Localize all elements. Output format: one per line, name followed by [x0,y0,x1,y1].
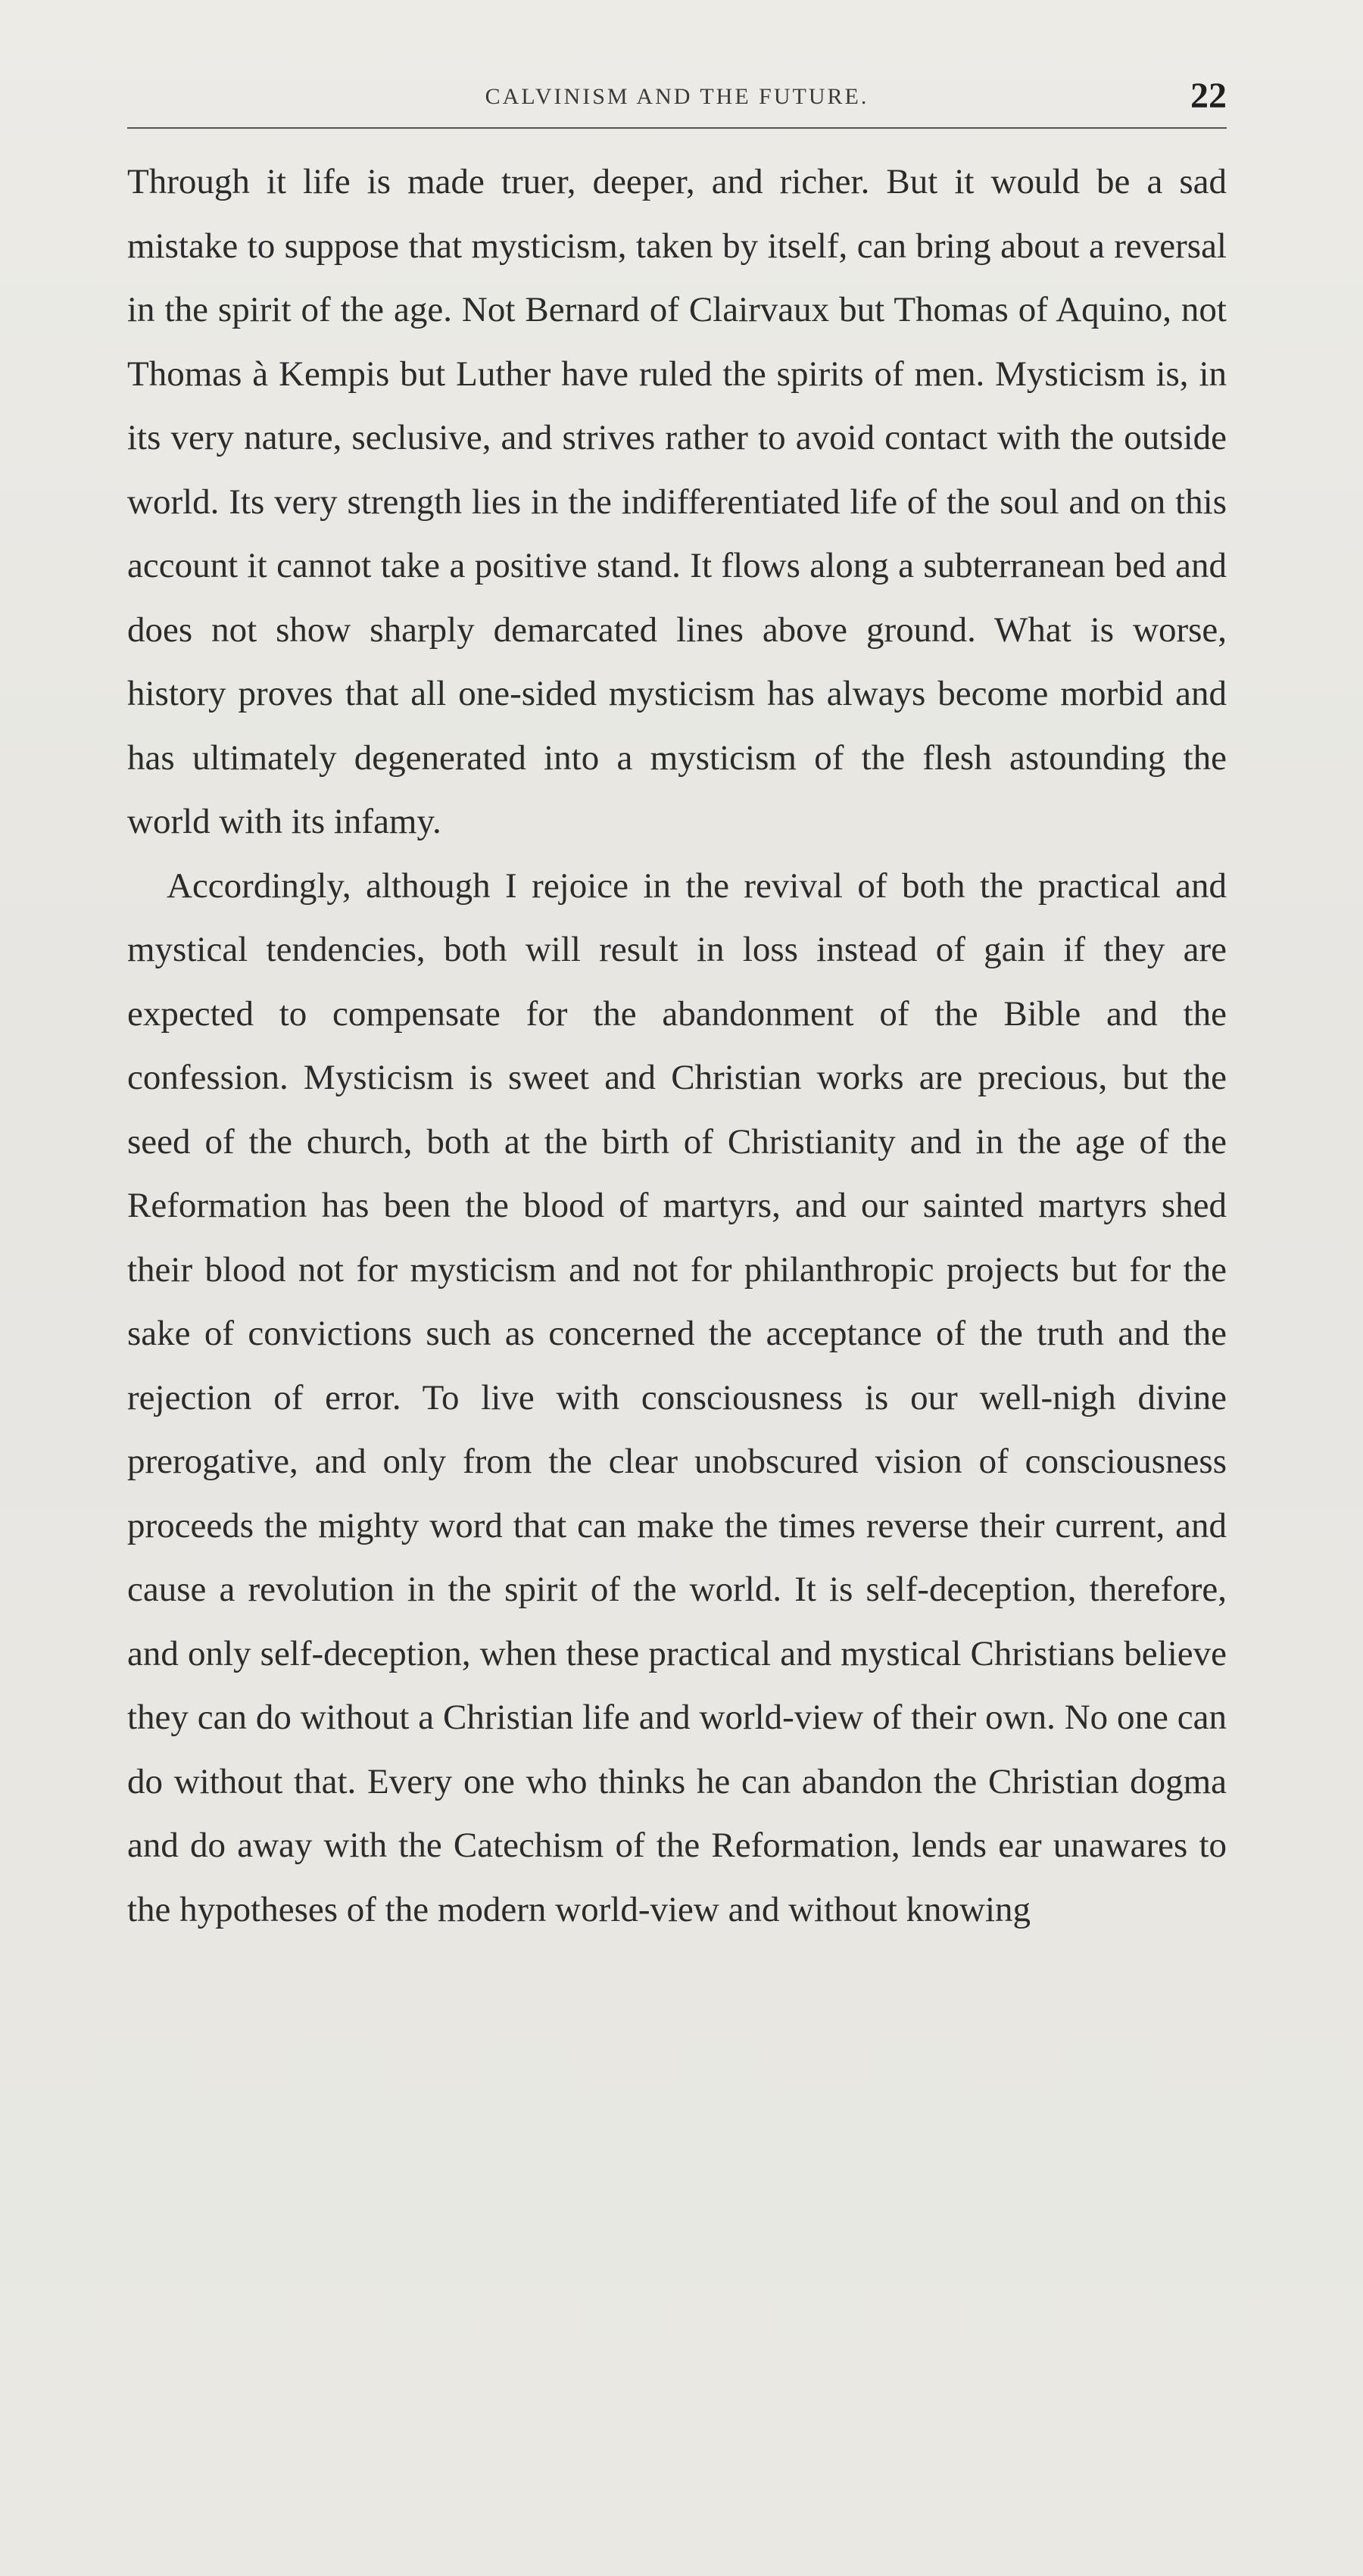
page-number: 22 [1190,76,1227,116]
running-head [127,76,1227,120]
running-title: CALVINISM AND THE FUTURE. [485,84,869,109]
body-text [127,150,1227,1941]
paragraph-2: Accordingly, although I rejoice in the revival of both the practical and mystical tendencies, both will result in loss instead of gain if they are expected to compensate for the abandonment of the Bible and the confession. Mysticism is sweet and Christian works are precious, but the seed of the church, both at the birth of Christianity and in the age of the Reformation has been the blood of martyrs, and our sainted martyrs shed their blood not for mysticism and not for philanthropic projects but for the sake of convictions such as concerned the acceptance of the truth and the rejection of error. To live with consciousness is our well-nigh divine prerogative, and only from the clear unobscured vision of consciousness proceeds the mighty word that can make the times reverse their current, and cause a revolution in the spirit of the world. It is self-deception, therefore, and only self-deception, when these practical and mystical Christians believe they can do without a Christian life and world-view of their own. No one can do without that. Every one who thinks he can abandon the Christian dogma and do away with the Catechism of the Reformation, lends ear unawares to the hypotheses of the modern world-view and without knowing [127,865,1227,1929]
paragraph-1: Through it life is made truer, deeper, and richer. But it would be a sad mistake to suppose that mysticism, taken by itself, can bring about a reversal in the spirit of the age. Not Bernard of Clairvaux but Thomas of Aquino, not Thomas à Kempis but Luther have ruled the spirits of men. Mysticism is, in its very nature, seclusive, and strives rather to avoid contact with the outside world. Its very strength lies in the indifferentiated life of the soul and on this account it cannot take a positive stand. It flows along a subterranean bed and does not show sharply demarcated lines above ground. What is worse, history proves that all one-sided mysticism has always become morbid and has ultimately degenerated into a mysticism of the flesh astounding the world with its infamy. [127,162,1227,841]
header-rule [127,127,1227,129]
